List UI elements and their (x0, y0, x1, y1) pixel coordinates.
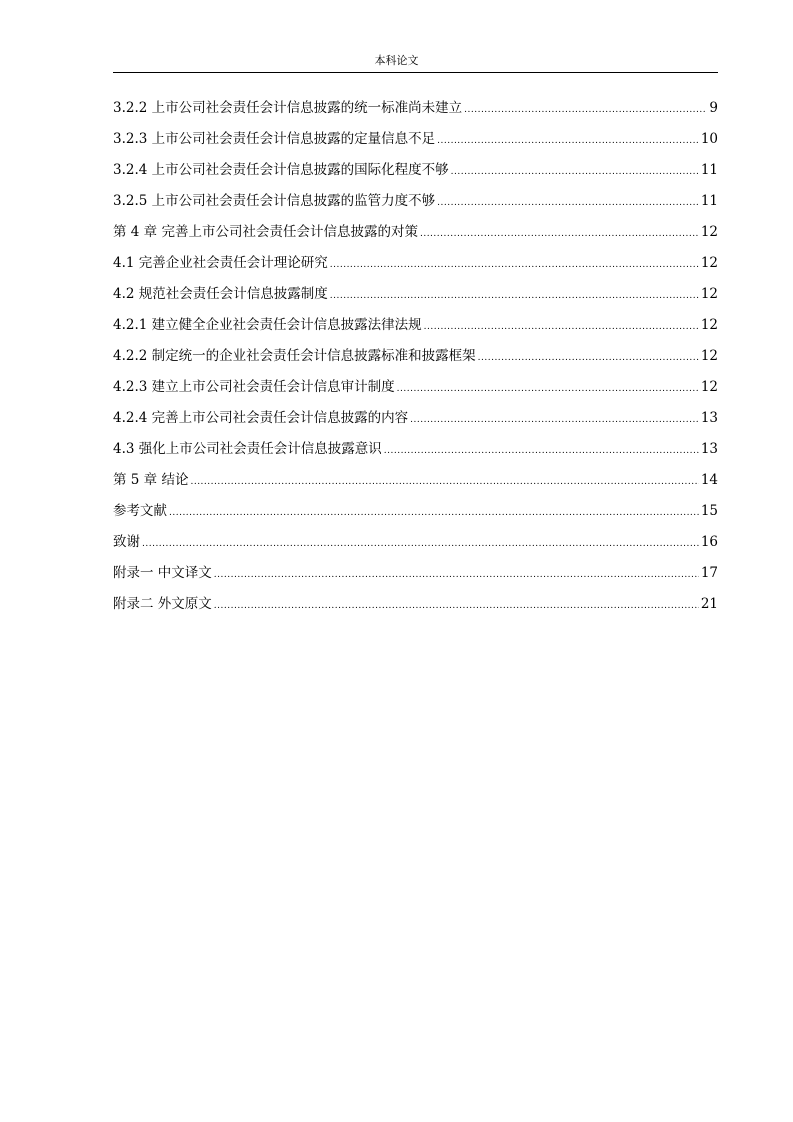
toc-entry-label: 第 4 章 完善上市公司社会责任会计信息披露的对策 (113, 224, 418, 240)
toc-dot-leader (397, 378, 699, 400)
toc-entry[interactable] (113, 438, 718, 469)
toc-dot-leader (330, 254, 699, 276)
toc-entry[interactable] (113, 190, 718, 221)
toc-entry-label: 4.3 强化上市公司社会责任会计信息披露意识 (113, 441, 382, 457)
header-divider (113, 72, 718, 73)
toc-entry-page: 11 (700, 193, 718, 209)
toc-entry-page: 12 (700, 224, 718, 240)
toc-entry[interactable] (113, 128, 718, 159)
toc-dot-leader (142, 533, 699, 555)
toc-entry-label: 4.2.2 制定统一的企业社会责任会计信息披露标准和披露框架 (113, 348, 476, 364)
toc-entry-page: 12 (700, 286, 718, 302)
toc-dot-leader (410, 409, 699, 431)
toc-dot-leader (190, 471, 698, 493)
toc-entry-page: 13 (700, 410, 718, 426)
toc-entry[interactable] (113, 252, 718, 283)
toc-entry-label: 第 5 章 结论 (113, 472, 189, 488)
toc-entry-label: 3.2.2 上市公司社会责任会计信息披露的统一标准尚未建立 (113, 100, 463, 116)
toc-dot-leader (384, 440, 699, 462)
toc-entry-label: 附录一 中文译文 (113, 565, 212, 581)
toc-entry[interactable] (113, 407, 718, 438)
toc-entry-label: 4.2.1 建立健全企业社会责任会计信息披露法律法规 (113, 317, 422, 333)
toc-entry-page: 12 (700, 379, 718, 395)
page-header-title: 本科论文 (374, 54, 419, 67)
toc-dot-leader (424, 316, 699, 338)
toc-entry-page: 15 (700, 503, 718, 519)
toc-entry[interactable] (113, 159, 718, 190)
toc-entry[interactable] (113, 593, 718, 624)
toc-entry-page: 9 (709, 100, 718, 116)
toc-entry-page: 12 (700, 348, 718, 364)
toc-entry[interactable] (113, 97, 718, 128)
toc-entry-page: 17 (700, 565, 718, 581)
toc-entry-page: 11 (700, 162, 718, 178)
toc-entry-page: 21 (700, 596, 718, 612)
toc-entry-page: 16 (700, 534, 718, 550)
toc-entry-page: 13 (700, 441, 718, 457)
toc-dot-leader (437, 192, 699, 214)
toc-entry[interactable] (113, 562, 718, 593)
table-of-contents (113, 97, 718, 624)
toc-dot-leader (464, 99, 707, 121)
toc-entry[interactable] (113, 221, 718, 252)
toc-entry-page: 12 (700, 317, 718, 333)
toc-entry-label: 3.2.3 上市公司社会责任会计信息披露的定量信息不足 (113, 131, 436, 147)
toc-entry-label: 4.1 完善企业社会责任会计理论研究 (113, 255, 328, 271)
toc-entry[interactable] (113, 283, 718, 314)
toc-entry-page: 12 (700, 255, 718, 271)
toc-dot-leader (437, 130, 699, 152)
toc-entry-label: 3.2.5 上市公司社会责任会计信息披露的监管力度不够 (113, 193, 436, 209)
toc-entry-label: 参考文献 (113, 503, 167, 519)
toc-dot-leader (330, 285, 699, 307)
toc-dot-leader (169, 502, 699, 524)
toc-entry-label: 3.2.4 上市公司社会责任会计信息披露的国际化程度不够 (113, 162, 449, 178)
toc-entry[interactable] (113, 531, 718, 562)
toc-entry[interactable] (113, 500, 718, 531)
toc-dot-leader (451, 161, 699, 183)
toc-dot-leader (420, 223, 699, 245)
toc-entry-label: 4.2.3 建立上市公司社会责任会计信息审计制度 (113, 379, 395, 395)
toc-entry-label: 附录二 外文原文 (113, 596, 212, 612)
toc-entry-label: 4.2 规范社会责任会计信息披露制度 (113, 286, 328, 302)
toc-entry-label: 致谢 (113, 534, 140, 550)
toc-entry[interactable] (113, 345, 718, 376)
toc-dot-leader (214, 595, 699, 617)
toc-entry[interactable] (113, 376, 718, 407)
toc-entry-label: 4.2.4 完善上市公司社会责任会计信息披露的内容 (113, 410, 409, 426)
toc-entry-page: 14 (700, 472, 718, 488)
toc-entry[interactable] (113, 469, 718, 500)
toc-entry[interactable] (113, 314, 718, 345)
toc-entry-page: 10 (700, 131, 718, 147)
toc-dot-leader (214, 564, 699, 586)
toc-dot-leader (478, 347, 699, 369)
